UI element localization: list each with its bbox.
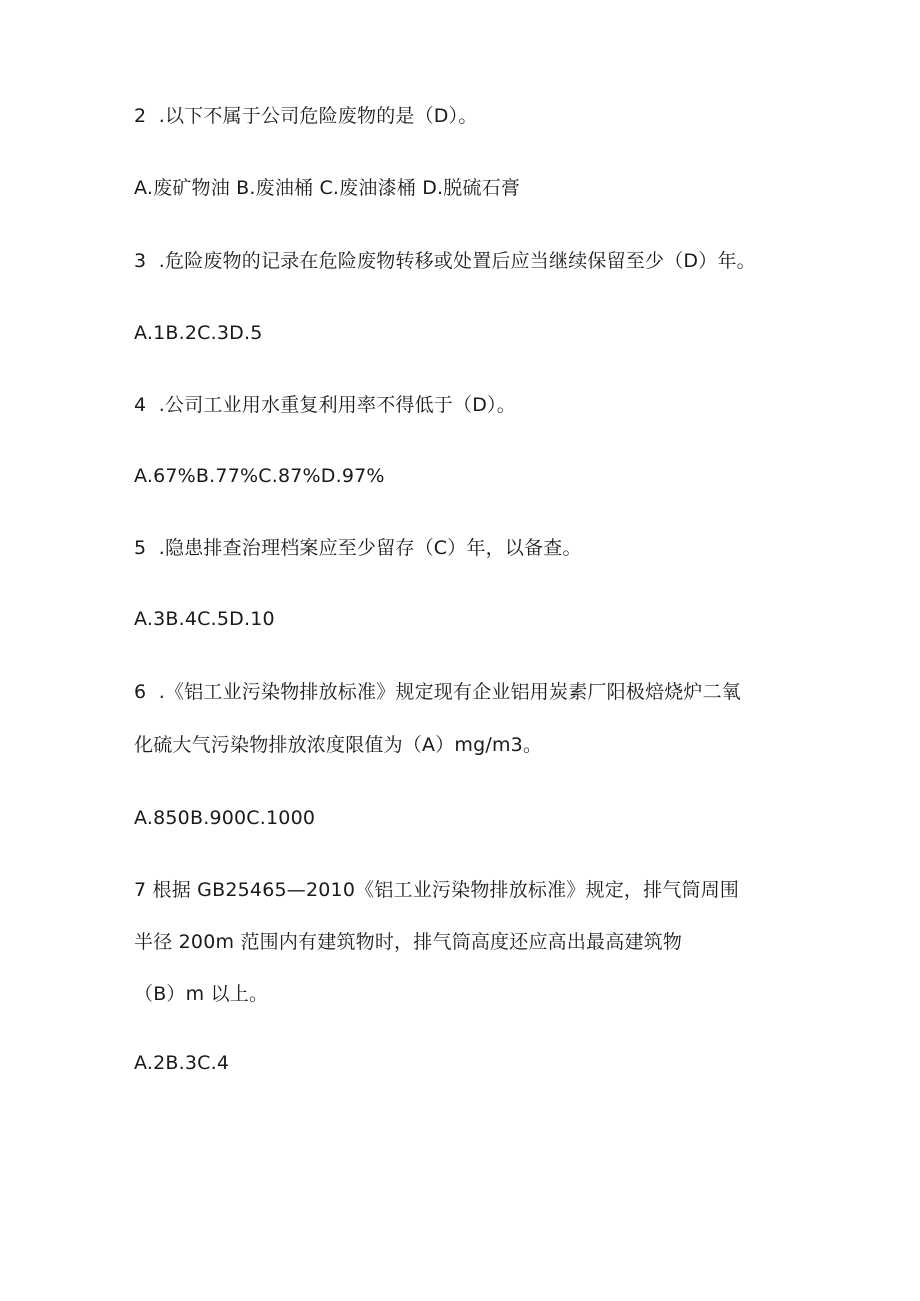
question-6-line-2: 化硫大气污染物排放浓度限值为（A）mg∕m3。	[134, 734, 543, 756]
question-3: 3 .危险废物的记录在危险废物转移或处置后应当继续保留至少（D）年。	[134, 250, 756, 272]
question-7-line-1: 7 根据 GB25465—2010《铝工业污染物排放标准》规定，排气筒周围	[134, 879, 740, 901]
question-7-line-3: （B）m 以上。	[134, 983, 269, 1005]
question-6-options: A.850B.900C.1000	[134, 807, 316, 829]
question-6-line-1: 6 .《铝工业污染物排放标准》规定现有企业铝用炭素厂阳极焙烧炉二氧	[134, 681, 742, 703]
question-2-options: A.废矿物油 B.废油桶 C.废油漆桶 D.脱硫石膏	[134, 177, 521, 199]
question-7-line-2: 半径 200m 范围内有建筑物时，排气筒高度还应高出最高建筑物	[134, 931, 683, 953]
question-4-options: A.67%B.77%C.87%D.97%	[134, 465, 385, 487]
question-5-options: A.3B.4C.5D.10	[134, 608, 275, 630]
question-3-options: A.1B.2C.3D.5	[134, 322, 263, 344]
question-7-options: A.2B.3C.4	[134, 1052, 230, 1074]
question-2: 2 .以下不属于公司危险废物的是（D）。	[134, 105, 478, 127]
question-4: 4 .公司工业用水重复利用率不得低于（D）。	[134, 394, 516, 416]
question-5: 5 .隐患排查治理档案应至少留存（C）年，以备查。	[134, 537, 582, 559]
